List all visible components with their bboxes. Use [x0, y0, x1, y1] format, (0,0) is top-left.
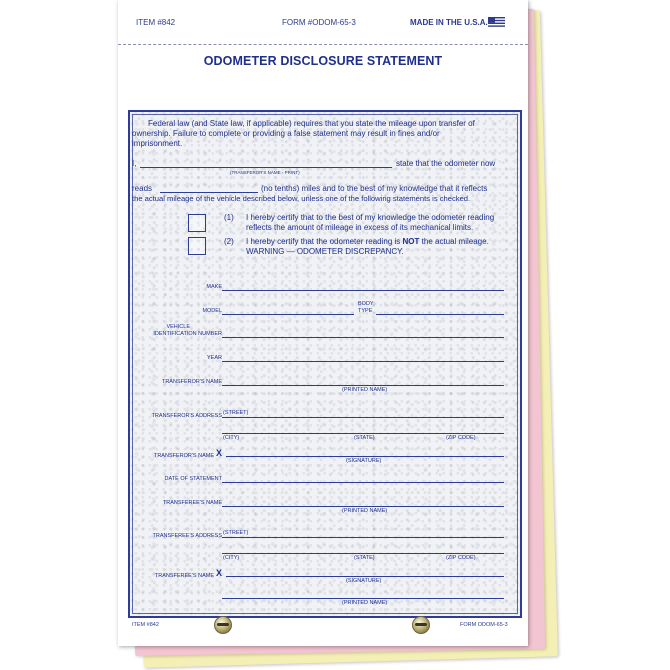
transferor-print-line[interactable]	[140, 167, 392, 168]
vin-label: IDENTIFICATION NUMBER	[153, 331, 222, 337]
transferor-city-caption: (CITY)	[223, 435, 240, 441]
transferor-name-line[interactable]	[222, 385, 504, 386]
header-form-number: FORM #ODOM-65-3	[282, 18, 356, 27]
transferee-printed-name-caption: (PRINTED NAME)	[342, 508, 388, 514]
transferee-city-line[interactable]	[222, 553, 504, 554]
date-of-statement-label: DATE OF STATEMENT	[164, 476, 222, 482]
make-line[interactable]	[222, 290, 504, 291]
option-2-line-1	[246, 237, 489, 247]
transferor-signature-label: TRANSFEROR'S NAME	[153, 453, 214, 459]
option-1-line-2: reflects the amount of mileage in excess of its mechanical limits.	[246, 223, 474, 232]
option-2-number: (2)	[224, 237, 234, 246]
option-2-text-c: the actual mileage.	[419, 237, 489, 246]
statement-i: I,	[132, 159, 137, 168]
body-type-line[interactable]	[376, 314, 504, 315]
transferee-signature-label: TRANSFEREE'S NAME	[154, 573, 214, 579]
transferor-zip-caption: (ZIP CODE)	[446, 435, 476, 441]
transferee-name-line[interactable]	[222, 506, 504, 507]
transferee-state-caption: (STATE)	[354, 555, 375, 561]
option-2-not-emphasis: NOT	[402, 237, 420, 246]
transferee-signature-caption: (SIGNATURE)	[346, 578, 382, 584]
perforation-line	[118, 44, 528, 45]
form-sheet	[118, 0, 528, 646]
option-2-line-2: WARNING — ODOMETER DISCREPANCY.	[246, 247, 404, 256]
transferee-city-caption: (CITY)	[223, 555, 240, 561]
us-flag-icon	[488, 17, 505, 28]
model-line[interactable]	[222, 314, 354, 315]
odometer-reading-line[interactable]	[160, 192, 258, 193]
transferor-printed-name-caption: (PRINTED NAME)	[342, 387, 388, 393]
intro-line-2: ownership. Failure to complete or providing a false statement may result in fines and/or	[132, 129, 440, 138]
option-2-text-a: I hereby certify that the odometer reading is	[246, 237, 403, 246]
option-1-number: (1)	[224, 213, 234, 222]
header-made-in-usa: MADE IN THE U.S.A.	[410, 18, 488, 27]
transferor-name-label: TRANSFEROR'S NAME	[161, 379, 222, 385]
date-of-statement-line[interactable]	[222, 482, 504, 483]
statement-actual-mileage: the actual mileage of the vehicle described below, unless one of the following statements is checked.	[132, 194, 471, 203]
transferor-street-line[interactable]	[222, 417, 504, 418]
make-label: MAKE	[206, 284, 222, 290]
statement-reads: reads	[132, 184, 153, 193]
transferor-state-caption: (STATE)	[354, 435, 375, 441]
transferor-street-caption: (STREET)	[223, 410, 249, 416]
transferee-street-line[interactable]	[222, 537, 504, 538]
transferee-printed-name-caption-2: (PRINTED NAME)	[342, 600, 388, 606]
statement-state-odometer: state that the odometer now	[396, 159, 496, 168]
form-title: ODOMETER DISCLOSURE STATEMENT	[203, 54, 443, 68]
transferor-city-line[interactable]	[222, 433, 504, 434]
transferee-signature-x: X	[216, 568, 223, 578]
vehicle-label: VEHICLE	[166, 324, 190, 330]
checkbox-option-2[interactable]	[188, 237, 206, 255]
type-label: TYPE	[358, 308, 373, 314]
transferee-zip-caption: (ZIP CODE)	[446, 555, 476, 561]
model-label: MODEL	[202, 308, 222, 314]
footer-item-number: ITEM #842	[132, 622, 159, 628]
intro-line-3: imprisonment.	[132, 139, 183, 148]
footer-form-number: FORM ODOM-65-3	[460, 622, 508, 628]
transferor-print-caption: (TRANSFEROR'S NAME - PRINT)	[230, 170, 300, 175]
transferor-signature-x: X	[216, 448, 223, 458]
binding-rivet-left-icon	[214, 616, 232, 634]
transferee-address-label: TRANSFEREE'S ADDRESS	[152, 533, 222, 539]
intro-line-1: Federal law (and State law, if applicable) requires that you state the mileage upon transfer of	[148, 119, 475, 128]
binding-rivet-right-icon	[412, 616, 430, 634]
statement-no-tenths: (no tenths) miles and to the best of my knowledge that it reflects	[261, 184, 488, 193]
transferor-signature-caption: (SIGNATURE)	[346, 458, 382, 464]
transferor-signature-line[interactable]	[226, 456, 504, 457]
year-line[interactable]	[222, 361, 504, 362]
option-1-line-1: I hereby certify that to the best of my knowledge the odometer reading	[246, 213, 495, 222]
transferee-street-caption: (STREET)	[223, 530, 249, 536]
statement-box	[128, 110, 522, 618]
body-label: BODY	[358, 301, 374, 307]
checkbox-option-1[interactable]	[188, 214, 206, 232]
transferee-signature-line[interactable]	[226, 576, 504, 577]
header-item-number: ITEM #842	[136, 18, 176, 27]
transferor-address-label: TRANSFEROR'S ADDRESS	[151, 413, 222, 419]
transferee-printed-name-line[interactable]	[222, 598, 504, 599]
year-label: YEAR	[207, 355, 222, 361]
vin-line[interactable]	[222, 337, 504, 338]
transferee-name-label: TRANSFEREE'S NAME	[162, 500, 222, 506]
